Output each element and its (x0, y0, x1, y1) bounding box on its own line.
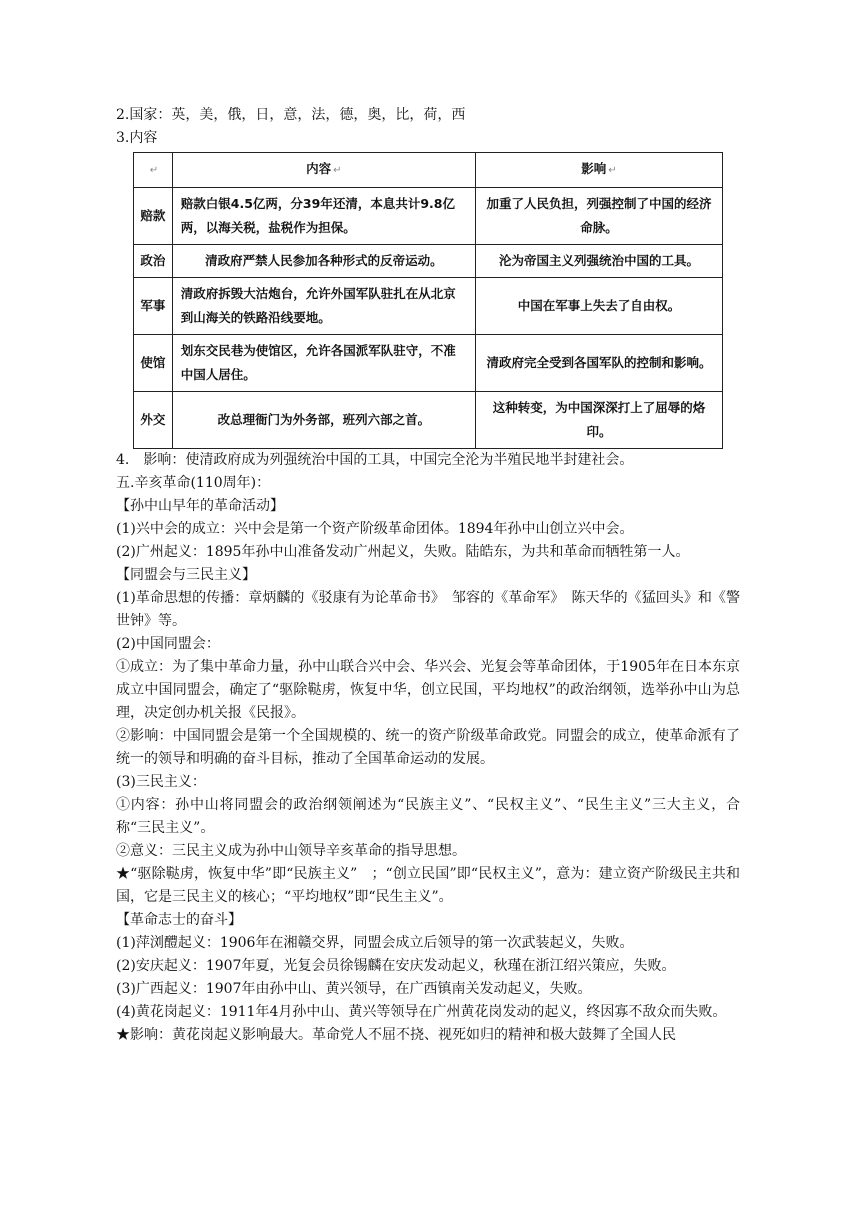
table-header-cell: 内容 ↵ (172, 153, 475, 188)
table-row (134, 188, 723, 245)
paragraph: ★影响：黄花岗起义影响最大。革命党人不屈不挠、视死如归的精神和极大鼓舞了全国人民 (116, 1027, 676, 1043)
row-impact: 这种转变，为中国深深打上了屈辱的烙印。 (475, 392, 722, 449)
row-label: 使馆 (134, 335, 173, 392)
paragraph: (2)广州起义：1895年孙中山准备发动广州起义，失败。陆皓东，为共和革命而牺牲第一人。 (116, 544, 690, 560)
paragraph: (3)三民主义： (116, 774, 206, 790)
subheading-early-activities: 【孙中山早年的革命活动】 (116, 498, 284, 514)
table-header-cell: 影响 ↵ (475, 153, 722, 188)
row-label: 军事 (134, 278, 173, 335)
document-page (116, 104, 740, 1047)
subheading-tongmenghui: 【同盟会与三民主义】 (116, 567, 256, 583)
paragraph: (4)黄花岗起义：1911年4月孙中山、黄兴等领导在广州黄花岗发动的起义，终因寡不敌众而失败。 (116, 1004, 727, 1020)
row-content: 划东交民巷为使馆区，允许各国派军队驻守，不准中国人居住。 (172, 335, 475, 392)
row-impact: 沦为帝国主义列强统治中国的工具。 (475, 245, 722, 278)
treaty-content-table (133, 152, 723, 449)
row-impact: 清政府完全受到各国军队的控制和影响。 (475, 335, 722, 392)
table-row (134, 335, 723, 392)
row-content: 清政府拆毁大沽炮台，允许外国军队驻扎在从北京到山海关的铁路沿线要地。 (172, 278, 475, 335)
subheading-revolutionaries: 【革命志士的奋斗】 (116, 912, 242, 928)
section-heading-xinhai: 五.辛亥革命(110周年)： (116, 475, 271, 491)
paragraph: (2)中国同盟会： (116, 636, 220, 652)
paragraph: (1)萍浏醴起义：1906年在湘赣交界，同盟会成立后领导的第一次武装起义，失败。 (116, 935, 634, 951)
paragraph: ①成立：为了集中革命力量，孙中山联合兴中会、华兴会、光复会等革命团体，于1905年在日本东京成立中国同盟会，确定了“驱除鞑虏，恢复中华，创立民国，平均地权”的政治纲领，选举孙中山为总理，决定创办机关报《民报》。 (116, 659, 740, 721)
table-header-cell: ↵ (134, 153, 173, 188)
paragraph: ★“驱除鞑虏，恢复中华”即“民族主义” ；“创立民国”即“民权主义”，意为：建立资产阶级民主共和国，它是三民主义的核心；“平均地权”即“民生主义”。 (116, 866, 740, 905)
paragraph: (1)兴中会的成立：兴中会是第一个资产阶级革命团体。1894年孙中山创立兴中会。 (116, 521, 634, 537)
row-label: 赔款 (134, 188, 173, 245)
row-label: 外交 (134, 392, 173, 449)
paragraph: ①内容：孙中山将同盟会的政治纲领阐述为“民族主义”、“民权主义”、“民生主义”三大主义，合称“三民主义”。 (116, 797, 740, 836)
table-row (134, 392, 723, 449)
paragraph: ②意义：三民主义成为孙中山领导辛亥革命的指导思想。 (116, 843, 466, 859)
table-row (134, 278, 723, 335)
paragraph-impact: 4. 影响：使清政府成为列强统治中国的工具，中国完全沦为半殖民地半封建社会。 (116, 452, 634, 468)
paragraph: (3)广西起义：1907年由孙中山、黄兴领导，在广西镇南关发动起义，失败。 (116, 981, 592, 997)
content-heading: 3.内容 (116, 130, 158, 146)
row-content: 赔款白银4.5亿两，分39年还清，本息共计9.8亿两，以海关税，盐税作为担保。 (172, 188, 475, 245)
countries-line: 2.国家：英，美，俄，日，意，法，德，奥，比，荷，西 (116, 107, 466, 123)
paragraph: ②影响：中国同盟会是第一个全国规模的、统一的资产阶级革命政党。同盟会的成立，使革命派有了统一的领导和明确的奋斗目标，推动了全国革命运动的发展。 (116, 728, 740, 767)
row-impact: 中国在军事上失去了自由权。 (475, 278, 722, 335)
row-content: 清政府严禁人民参加各种形式的反帝运动。 (172, 245, 475, 278)
paragraph: (1)革命思想的传播：章炳麟的《驳康有为论革命书》 邹容的《革命军》 陈天华的《猛回头》和《警世钟》等。 (116, 590, 740, 629)
paragraph: (2)安庆起义：1907年夏，光复会员徐锡麟在安庆发动起义，秋瑾在浙江绍兴策应，失败。 (116, 958, 676, 974)
row-label: 政治 (134, 245, 173, 278)
row-impact: 加重了人民负担，列强控制了中国的经济命脉。 (475, 188, 722, 245)
table-header-row (134, 153, 723, 188)
table-row (134, 245, 723, 278)
row-content: 改总理衙门为外务部，班列六部之首。 (172, 392, 475, 449)
